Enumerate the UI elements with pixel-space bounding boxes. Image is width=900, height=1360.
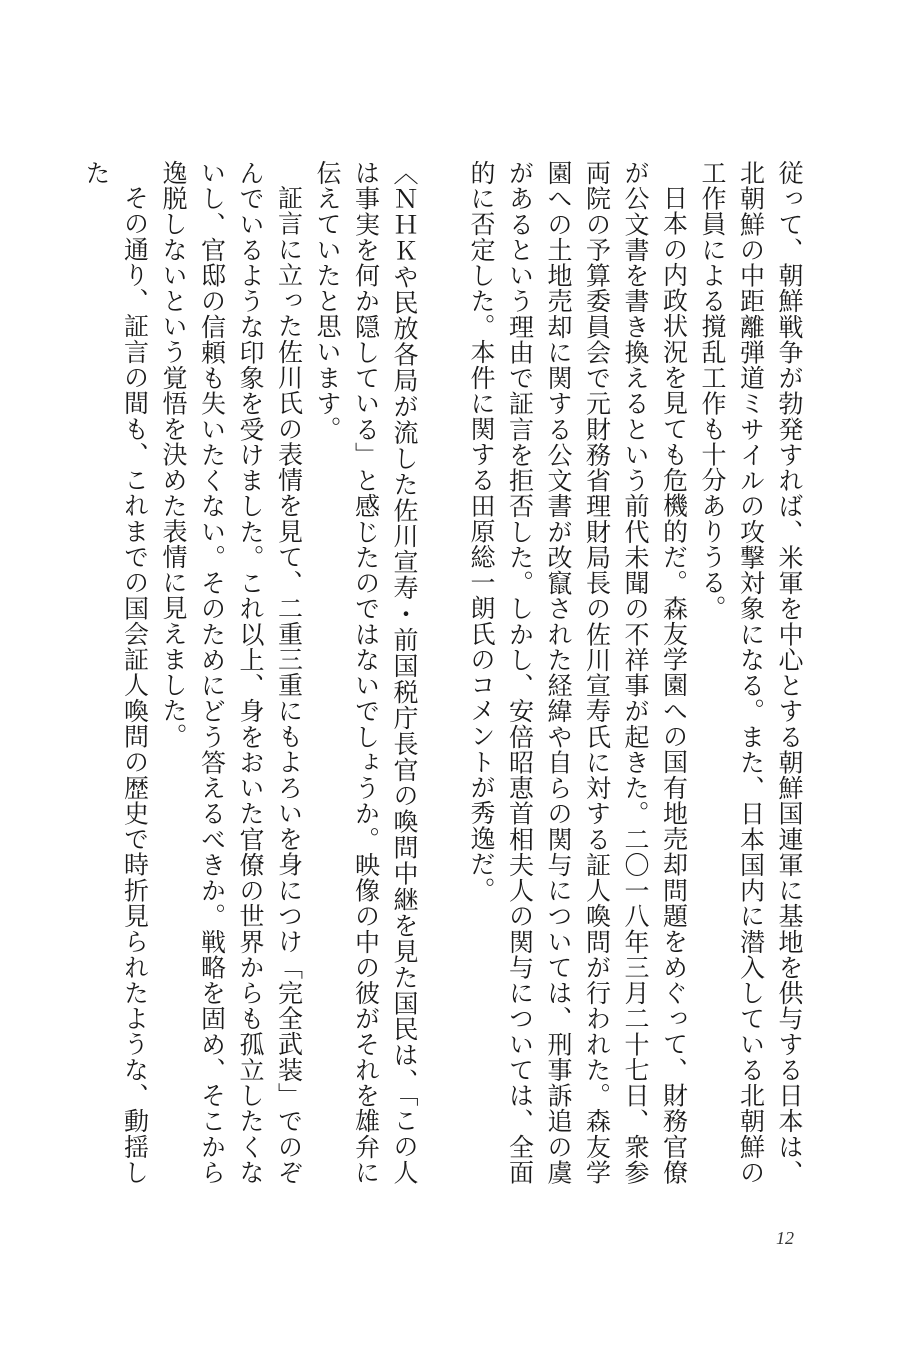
body-text [77,160,809,1185]
page-number: 12 [776,1228,794,1248]
paragraph-2: 日本の内政状況を見ても危機的だ。森友学園への国有地売却問題をめぐって、財務官僚が公文書を書き換えるという前代未聞の不祥事が起きた。二〇一八年三月二十七日、衆参両院の予算委員会で元財務省理財局長の佐川宣寿氏に対する証人喚問が行われた。森友学園への土地売却に関する公文書が改竄された経緯や自らの関与については、刑事訴追の虞があるという理由で証言を拒否した。しかし、安倍昭恵首相夫人の関与については、全面的に否定した。本件に関する田原総一朗氏のコメントが秀逸だ。 [467,160,689,1185]
paragraph-1: 従って、朝鮮戦争が勃発すれば、米軍を中心とする朝鮮国連軍に基地を供与する日本は、北朝鮮の中距離弾道ミサイルの攻撃対象になる。また、日本国内に潜入している北朝鮮の工作員による撹乱工作も十分ありうる。 [698,160,804,1185]
paragraph-3-quote-start: 〈ＮＨＫや民放各局が流した佐川宣寿・前国税庁長官の喚問中継を見た国民は、「この人は事実を何か隠している」と感じたのではないでしょうか。映像の中の彼がそれを雄弁に伝えていたと思います。 [313,160,419,1185]
paragraph-5: その通り、証言の間も、これまでの国会証人喚問の歴史で時折見られたような、動揺した [82,160,150,1185]
paragraph-4: 証言に立った佐川氏の表情を見て、二重三重にもよろいを身につけ「完全武装」でのぞんでいるような印象を受けました。これ以上、身をおいた官僚の世界からも孤立したくないし、官邸の信頼も失いたくない。そのためにどう答えるべきか。戦略を固め、そこから逸脱しないという覚悟を決めた表情に見えました。 [159,160,304,1185]
